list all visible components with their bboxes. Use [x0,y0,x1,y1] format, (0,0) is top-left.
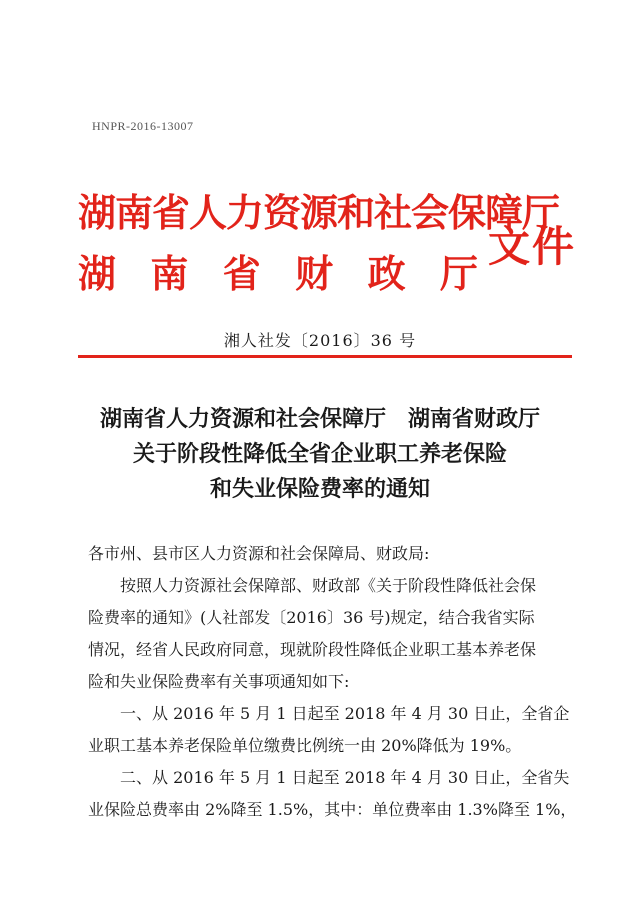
issuer-line-2-char: 省 [222,251,261,296]
issuer-line-2-char: 厅 [439,251,478,296]
document-code: HNPR-2016-13007 [92,119,194,133]
issuer-line-2-char: 政 [367,251,406,296]
document-suffix: 文件 [488,222,577,271]
item-1-line: 业职工基本养老保险单位缴费比例统一由 20%降低为 19%。 [88,736,522,755]
document-number: 湘人社发〔2016〕36 号 [223,331,417,350]
body-line: 按照人力资源社会保障部、财政部《关于阶段性降低社会保 [120,576,537,595]
item-1-line: 一、从 2016 年 5 月 1 日起至 2018 年 4 月 30 日止，全省企 [120,704,570,723]
red-header [78,168,578,308]
red-divider [78,355,572,358]
issuer-line-1: 湖南省人力资源和社会保障厅 [78,190,560,235]
issuer-line-2-char: 南 [150,251,189,296]
document-title [0,402,640,507]
body-line: 险和失业保险费率有关事项通知如下: [88,672,350,691]
issuer-line-2-char: 湖 [78,251,117,296]
issuer-line-2 [78,243,478,298]
body-line: 情况，经省人民政府同意，现就阶段性降低企业职工基本养老保 [88,640,537,659]
addressee: 各市州、县市区人力资源和社会保障局、财政局: [88,544,430,563]
body-line: 险费率的通知》(人社部发〔2016〕36 号)规定，结合我省实际 [88,608,535,627]
title-line-1: 湖南省人力资源和社会保障厅 湖南省财政厅 [99,406,540,432]
issuer-line-2-char: 财 [295,251,334,296]
title-line-3: 和失业保险费率的通知 [209,476,430,502]
document-body [88,538,577,826]
item-2-line: 二、从 2016 年 5 月 1 日起至 2018 年 4 月 30 日止，全省失 [120,768,570,787]
title-line-2: 关于阶段性降低全省企业职工养老保险 [132,441,507,467]
item-2-line: 业保险总费率由 2%降至 1.5%，其中：单位费率由 1.3%降至 1%， [88,800,577,819]
